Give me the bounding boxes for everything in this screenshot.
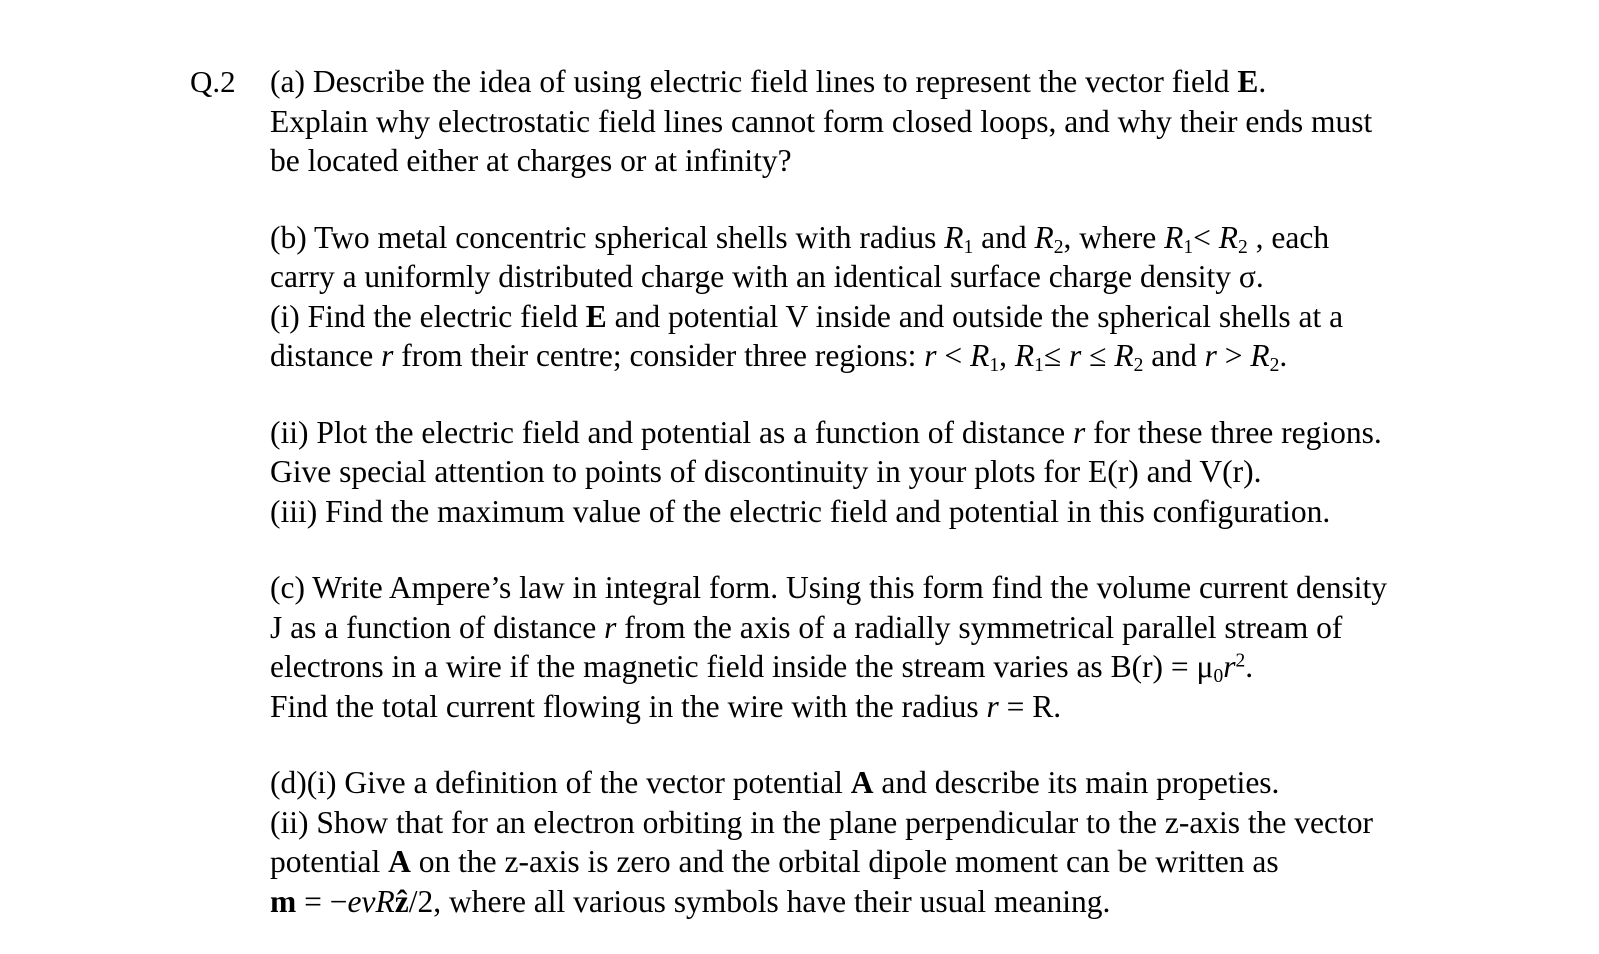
part-b-line-3: (i) Find the electric field E and potential V inside and outside the spherical shells at a	[270, 298, 1344, 334]
part-b2-line-3: (iii) Find the maximum value of the electric field and potential in this configuration.	[270, 493, 1331, 529]
part-c	[270, 568, 1570, 726]
part-a-line-3: be located either at charges or at infinity?	[270, 143, 792, 178]
part-d-line-4: m = −evRẑ/2, where all various symbols have their usual meaning.	[270, 883, 1111, 919]
question-number: Q.2	[190, 64, 236, 99]
part-a-line-1: (a) Describe the idea of using electric field lines to represent the vector field E.	[270, 64, 1267, 99]
part-b2-line-2: Give special attention to points of discontinuity in your plots for E(r) and V(r).	[270, 454, 1262, 489]
part-d-line-2: (ii) Show that for an electron orbiting in the plane perpendicular to the z-axis the vector	[270, 804, 1373, 840]
part-c-line-4: Find the total current flowing in the wire with the radius r = R.	[270, 688, 1062, 724]
part-b-line-1: (b) Two metal concentric spherical shells with radius $R_1$ and $R_2$, where $R_1< R_2$ , each	[270, 219, 1330, 258]
part-b-line-4: distance r from their centre; consider three regions: $r < R_1$, $R_1\le r \le R_2$ and $r > R_2$.	[270, 338, 1288, 376]
part-d-line-1: (d)(i) Give a definition of the vector potential A and describe its main propeties.	[270, 765, 1280, 800]
question-body	[270, 62, 1570, 921]
part-b2-line-1: (ii) Plot the electric field and potential as a function of distance r for these three regions.	[270, 414, 1382, 450]
part-b	[270, 218, 1570, 376]
part-a-line-2: Explain why electrostatic field lines cannot form closed loops, and why their ends must	[270, 103, 1373, 139]
part-d	[270, 763, 1570, 921]
part-c-line-2: J as a function of distance r from the axis of a radially symmetrical parallel stream of	[270, 609, 1343, 645]
part-c-line-3: electrons in a wire if the magnetic field inside the stream varies as $B(r) = \mu_0r^2$.	[270, 649, 1254, 687]
part-d-line-3: potential A on the z-axis is zero and the orbital dipole moment can be written as	[270, 844, 1279, 879]
part-b-ii-iii	[270, 413, 1570, 532]
part-c-line-1: (c) Write Ampere’s law in integral form. Using this form find the volume current density	[270, 570, 1388, 605]
part-b-line-2: carry a uniformly distributed charge with an identical surface charge density σ.	[270, 259, 1264, 294]
part-a	[270, 62, 1570, 181]
